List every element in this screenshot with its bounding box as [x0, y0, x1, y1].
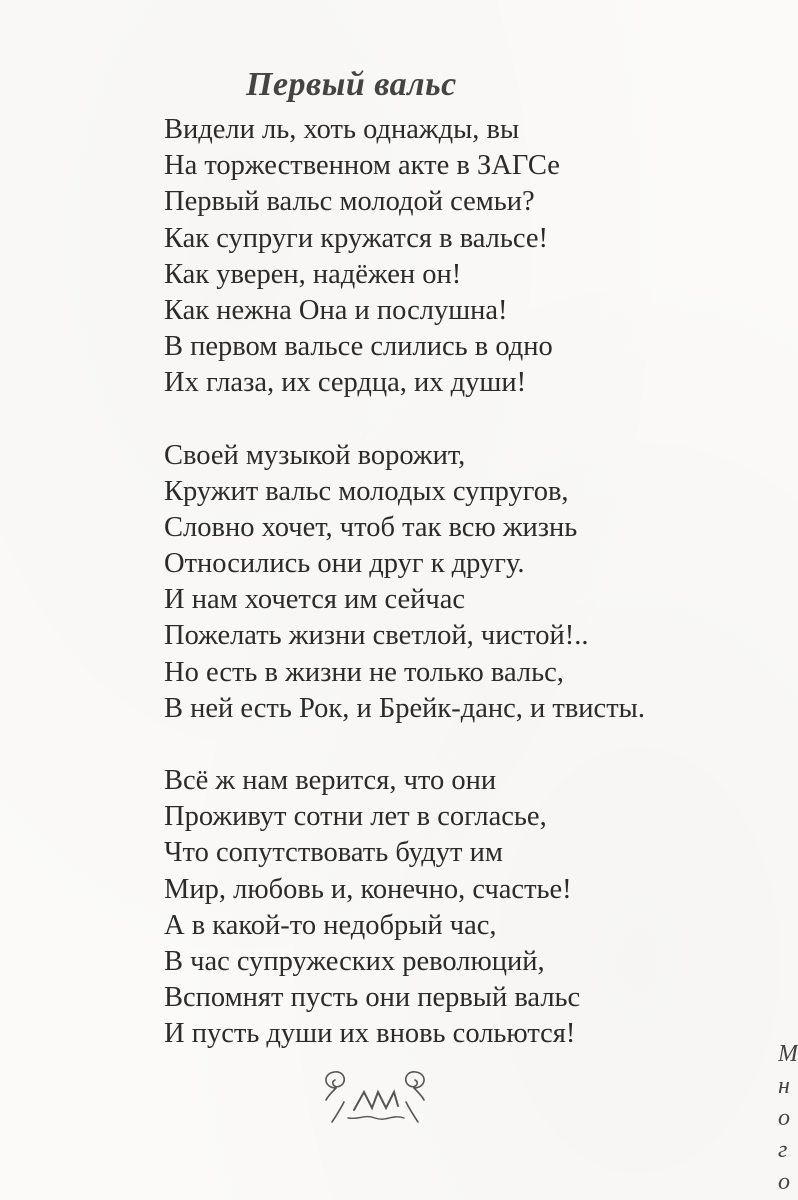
fragment-letter: г: [778, 1137, 788, 1163]
poem-body: [164, 112, 645, 1089]
fragment-letter: М: [778, 1041, 798, 1067]
poem-line: Мир, любовь и, конечно, счастье!: [164, 873, 572, 905]
fragment-letter: о: [778, 1105, 790, 1131]
poem-line: В ней есть Рок, и Брейк-данс, и твисты.: [164, 692, 645, 724]
poem-line: Проживут сотни лет в согласье,: [164, 801, 547, 833]
poem-title: Первый вальс: [246, 66, 457, 103]
poem-line: Первый вальс молодой семьи?: [164, 186, 535, 218]
poem-line: На торжественном акте в ЗАГСе: [164, 150, 560, 182]
poem-line: Всё ж нам верится, что они: [164, 765, 497, 796]
poem-line: И нам хочется им сейчас: [164, 584, 466, 616]
poem-line: Своей музыкой ворожит,: [164, 439, 466, 471]
poem-line: Кружит вальс молодых супругов,: [164, 475, 569, 507]
stanza-3: [164, 763, 645, 1053]
poem-line: Их глаза, их сердца, их души!: [164, 367, 527, 399]
adjacent-page-fragment: [778, 1038, 798, 1198]
poem-line: Вспомнят пусть они первый вальс: [164, 982, 581, 1014]
swirl-ornament-icon: [314, 1062, 436, 1140]
poem-line: А в какой-то недобрый час,: [164, 909, 497, 941]
fragment-letter: о: [778, 1169, 790, 1195]
poem-line: Что сопутствовать будут им: [164, 837, 503, 869]
stanza-1: [164, 112, 645, 402]
poem-line: Видели ль, хоть однажды, вы: [164, 114, 520, 145]
poem-line: Словно хочет, чтоб так всю жизнь: [164, 511, 578, 543]
poem-line: Относились они друг к другу.: [164, 548, 525, 580]
poem-line: Как супруги кружатся в вальсе!: [164, 222, 549, 254]
poem-line: В час супружеских революций,: [164, 945, 545, 977]
stanza-2: [164, 438, 645, 728]
poem-line: Пожелать жизни светлой, чистой!..: [164, 620, 589, 652]
poem-line: Но есть в жизни не только вальс,: [164, 656, 564, 688]
poem-line: В первом вальсе слились в одно: [164, 331, 553, 363]
poem-line: И пусть души их вновь сольются!: [164, 1018, 576, 1050]
fragment-letter: н: [778, 1073, 790, 1099]
poem-line: Как нежна Она и послушна!: [164, 294, 508, 326]
poem-line: Как уверен, надёжен он!: [164, 258, 462, 290]
